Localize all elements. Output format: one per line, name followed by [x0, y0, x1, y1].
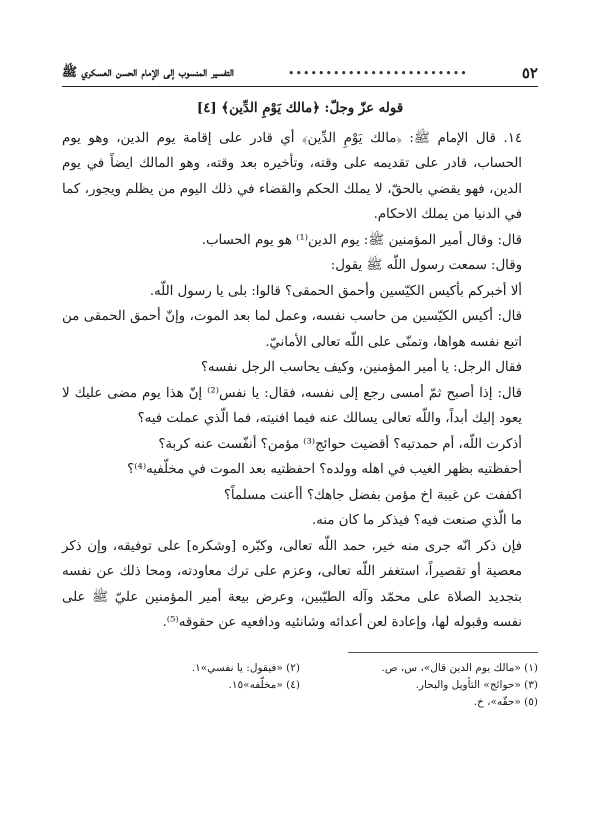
header-divider-dots: •••••••••••••••••••••••• [288, 66, 468, 80]
paragraph-3: وقال: سمعت رسول اللّه ﷺ يقول: [330, 258, 522, 273]
footnote-1: (١) «مالك يوم الدين قال»، س، ص. [381, 662, 538, 674]
paragraph-12: فإن ذكر انّه جرى منه خير، حمد اللّه تعالى، وكبّره [وشكره] على توفيقه، وإن ذكر معصية أو تقصيراً، استغفر اللّه تعالى، وعزم على ترك معاودته، ومحا ذلك عن نفسه بتجديد الصلاة على محمّد وآله الطيّبين، وعرض بيعة أمير المؤمنين عليّ ﷺ على نفسه وقبوله لها، وإعادة لعن أعدائه وشانئيه ودافعيه عن حقوقه⁽⁵⁾. [62, 538, 522, 630]
paragraph-2: قال: وقال أمير المؤمنين ﷺ: يوم الدين⁽¹⁾ هو يوم الحساب. [201, 232, 522, 248]
paragraph-4: ألا أخبركم بأكيس الكيّسين وأحمق الحمقى؟ قالوا: بلى يا رسول اللّه. [149, 283, 522, 299]
paragraph-10: اكففت عن غيبة اخ مؤمن بفضل جاهك؟ أأعنت مسلماً؟ [223, 487, 522, 503]
paragraph-5: قال: أكيس الكيّسين من حاسب نفسه، وعمل لما بعد الموت، وإنّ أحمق الحمقى من اتبع نفسه هواها، وتمنّى على اللّه تعالى الأمانيّ. [62, 309, 522, 350]
verse-heading: قوله عزّ وجلّ: ﴿مالك يَوْمِ الدِّين﴾ [٤] [196, 101, 404, 116]
footnote-5: (٥) «حقّه»، خ. [473, 696, 538, 708]
footnotes [62, 660, 538, 711]
footnote-rule [348, 652, 538, 653]
running-header [62, 62, 538, 84]
paragraph-8: أذكرت اللّه، أم حمدتيه؟ أقضيت حوائج⁽³⁾ مؤمن؟ أنفّست عنه كربة؟ [158, 436, 522, 452]
page-body [62, 96, 538, 636]
page-number: ٥٢ [521, 64, 538, 82]
footnote-4: (٤) «مخلّفه»١٥. [228, 679, 300, 691]
header-rule [62, 86, 538, 87]
book-title: التفسير المنسوب إلى الإمام الحسن العسكري ﷺ [62, 63, 234, 79]
paragraph-6: فقال الرجل: يا أمير المؤمنين، وكيف يحاسب الرجل نفسه؟ [200, 360, 522, 375]
footnote-2: (٢) «فيقول: يا نفسي»١. [191, 662, 300, 674]
paragraph-1: ١٤. قال الإمام ﷺ: ﴿مالك يَوْمِ الدِّين﴾ أي قادر على إقامة يوم الدين، وهو يوم الحساب، قادر على تقديمه على وقته، وتأخيره بعد وقته، وهو المالك ايضاً في يوم الدين، فهو يقضي بالحقّ، لا يملك الحكم والقضاء في ذلك اليوم من يظلم ويجور، كما في الدنيا من يملك الاحكام. [62, 130, 522, 222]
paragraph-7: قال: إذا أصبح ثمّ أمسى رجع إلى نفسه، فقال: يا نفس⁽²⁾ إنّ هذا يوم مضى عليك لا يعود إليك أبداً، واللّه تعالى يسالك عنه فيما افنيته، فما الّذي عملت فيه؟ [62, 385, 522, 426]
footnote-3: (٣) «حوائج» التأويل والبحار. [415, 679, 538, 691]
paragraph-9: أحفظتيه بظهر الغيب في اهله وولده؟ احفظتيه بعد الموت في مخلّفيه⁽⁴⁾؟ [127, 462, 522, 477]
paragraph-11: ما الّذي صنعت فيه؟ فيذكر ما كان منه. [311, 513, 522, 528]
